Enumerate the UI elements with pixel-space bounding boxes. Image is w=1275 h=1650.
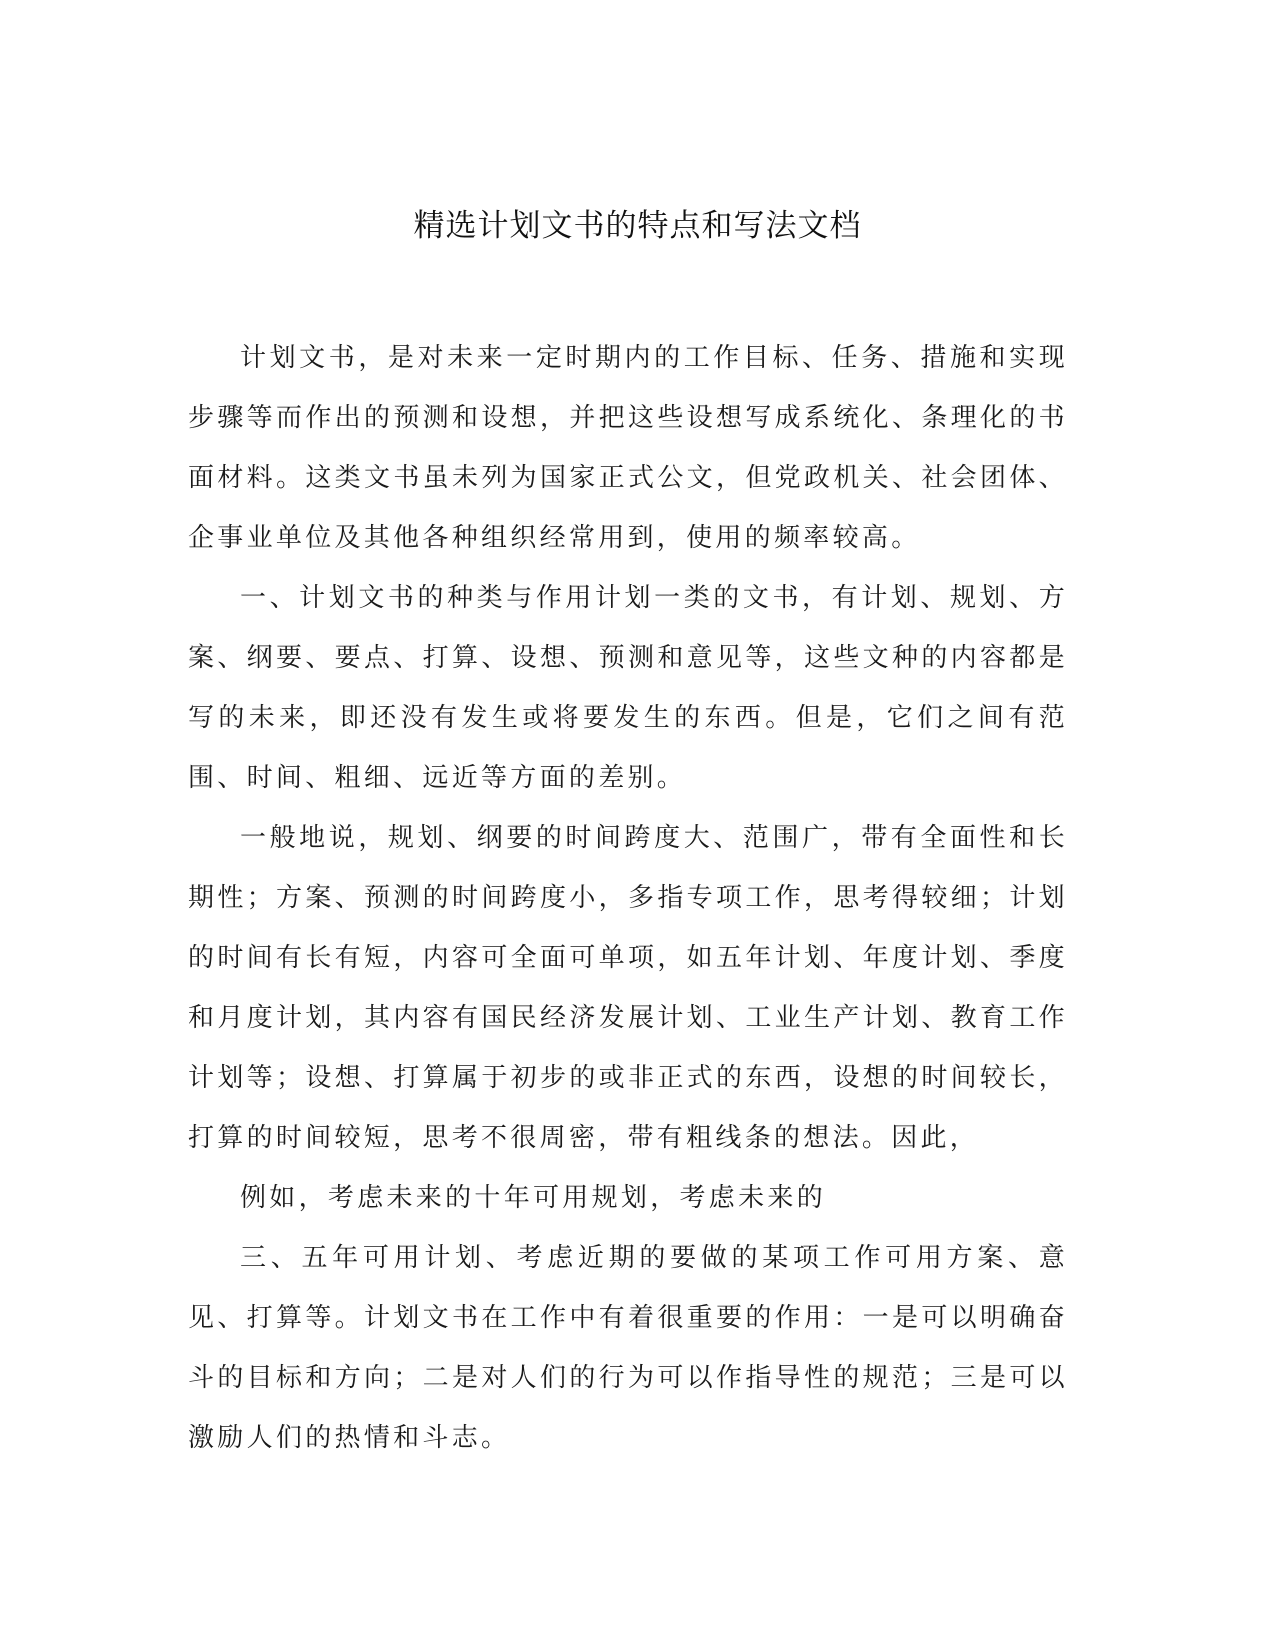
paragraph-types-and-functions: 一、计划文书的种类与作用计划一类的文书，有计划、规划、方案、纲要、要点、打算、设想、预测和意见等，这些文种的内容都是写的未来，即还没有发生或将要发生的东西。但是，它们之间有范围、时间、粗细、远近等方面的差别。: [188, 583, 1068, 793]
document-title: 精选计划文书的特点和写法文档: [413, 208, 862, 244]
paragraph-roles: 三、五年可用计划、考虑近期的要做的某项工作可用方案、意见、打算等。计划文书在工作中有着很重要的作用：一是可以明确奋斗的目标和方向；二是对人们的行为可以作指导性的规范；三是可以激励人们的热情和斗志。: [188, 1243, 1068, 1453]
paragraph-example: 例如，考虑未来的十年可用规划，考虑未来的: [240, 1183, 827, 1213]
document-body: [188, 328, 1068, 1468]
paragraph-general-differences: 一般地说，规划、纲要的时间跨度大、范围广，带有全面性和长期性；方案、预测的时间跨度小，多指专项工作，思考得较细；计划的时间有长有短，内容可全面可单项，如五年计划、年度计划、季度和月度计划，其内容有国民经济发展计划、工业生产计划、教育工作计划等；设想、打算属于初步的或非正式的东西，设想的时间较长，打算的时间较短，思考不很周密，带有粗线条的想法。因此，: [188, 823, 1068, 1153]
paragraph-intro: 计划文书，是对未来一定时期内的工作目标、任务、措施和实现步骤等而作出的预测和设想，并把这些设想写成系统化、条理化的书面材料。这类文书虽未列为国家正式公文，但党政机关、社会团体、企事业单位及其他各种组织经常用到，使用的频率较高。: [188, 343, 1068, 553]
